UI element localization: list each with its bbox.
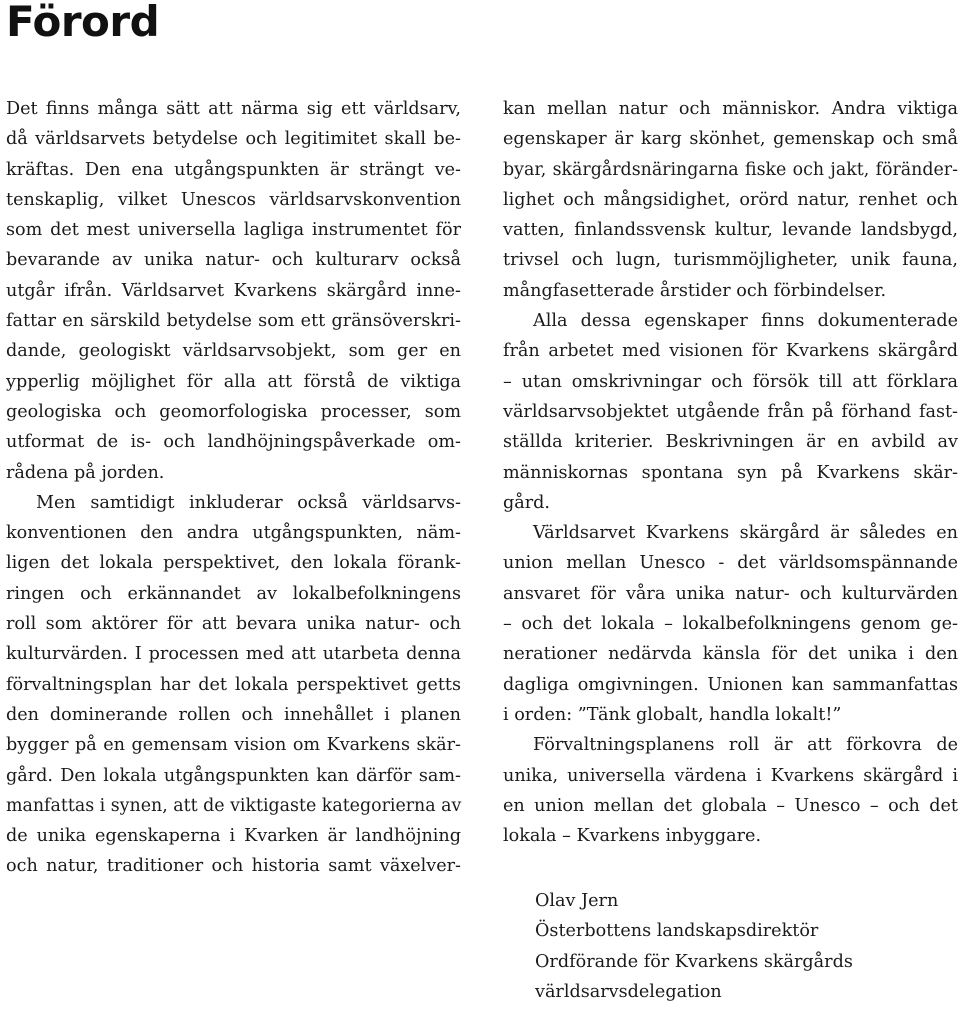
text-line: ställda kriterier. Beskrivningen är en avbild av: [503, 432, 958, 453]
text-line: lokala – Kvarkens inbyggare.: [503, 826, 762, 847]
text-line: dagliga omgivningen. Unionen kan sammanfattas: [503, 674, 958, 695]
signature-role-line-1: Ordförande för Kvarkens skärgårds: [535, 951, 853, 972]
text-line: gård.: [503, 492, 551, 513]
text-line: då världsarvets betydelse och legitimitet skall be-: [6, 129, 461, 150]
text-line: dande, geologiskt världsarvsobjekt, som ger en: [6, 341, 461, 362]
text-line: vatten, finlandssvensk kultur, levande landsbygd,: [503, 220, 958, 241]
text-line: människornas spontana syn på Kvarkens skär-: [503, 462, 958, 483]
text-line: lighet och mångsidighet, orörd natur, renhet och: [503, 189, 958, 210]
text-line: bevarande av unika natur- och kulturarv också: [6, 250, 461, 271]
text-line: egenskaper är karg skönhet, gemenskap och små: [503, 129, 958, 150]
text-line: trivsel och lugn, turismmöjligheter, unik fauna,: [503, 250, 958, 271]
signature-role-line-2: världsarvsdelegation: [535, 981, 722, 1002]
left-text-column: [6, 94, 461, 882]
text-line: Alla dessa egenskaper finns dokumenterade: [533, 311, 958, 332]
text-line: och natur, traditioner och historia samt växelver-: [6, 856, 461, 877]
text-line: manfattas i synen, att de viktigaste kategorierna av: [6, 795, 462, 816]
text-line: förvaltningsplan har det lokala perspektivet getts: [6, 674, 461, 695]
text-line: nerationer nedärvda känsla för det unika i den: [503, 644, 958, 665]
text-line: rådena på jorden.: [6, 462, 165, 483]
text-line: gård. Den lokala utgångspunkten kan därför sam-: [6, 765, 461, 786]
text-line: bygger på en gemensam vision om Kvarkens skär-: [6, 735, 461, 756]
text-line: Förvaltningsplanens roll är att förkovra de: [533, 735, 958, 756]
text-line: konventionen den andra utgångspunkten, näm-: [6, 523, 461, 544]
text-line: byar, skärgårdsnäringarna fiske och jakt, föränder-: [503, 159, 958, 180]
text-line: kulturvärden. I processen med att utarbeta denna: [6, 644, 461, 665]
signature-title: Österbottens landskapsdirektör: [535, 921, 819, 942]
text-line: mångfasetterade årstider och förbindelser.: [503, 280, 887, 301]
text-line: – och det lokala – lokalbefolkningens genom ge-: [503, 614, 958, 635]
text-line: ansvaret för våra unika natur- och kulturvärden: [503, 583, 958, 604]
signature-block: [535, 886, 955, 1007]
text-line: geologiska och geomorfologiska processer, som: [6, 401, 461, 422]
text-line: Det finns många sätt att närma sig ett världsarv,: [6, 99, 461, 119]
text-line: ligen det lokala perspektivet, den lokala förank-: [6, 553, 461, 574]
page-title: Förord: [6, 0, 160, 46]
text-line: Men samtidigt inkluderar också världsarvs-: [36, 492, 461, 513]
signature-name: Olav Jern: [535, 891, 619, 911]
text-line: – utan omskrivningar och försök till att förklara: [503, 371, 958, 392]
text-line: kräftas. Den ena utgångspunkten är strängt ve-: [6, 159, 461, 180]
text-line: union mellan Unesco - det världsomspännande: [503, 553, 958, 574]
text-line: tenskaplig, vilket Unescos världsarvskonvention: [6, 189, 461, 210]
text-line: från arbetet med visionen för Kvarkens skärgård: [503, 341, 958, 362]
text-line: kan mellan natur och människor. Andra viktiga: [503, 99, 958, 119]
text-line: utformat de is- och landhöjningspåverkade om-: [6, 432, 461, 453]
text-line: roll som aktörer för att bevara unika natur- och: [6, 614, 461, 635]
text-line: den dominerande rollen och innehållet i planen: [6, 704, 461, 725]
text-line: ringen och erkännandet av lokalbefolkningens: [6, 583, 461, 604]
text-line: Världsarvet Kvarkens skärgård är således en: [533, 523, 958, 544]
text-line: fattar en särskild betydelse som ett gränsöverskri-: [6, 311, 461, 332]
text-line: i orden: ”Tänk globalt, handla lokalt!”: [503, 704, 842, 725]
text-line: en union mellan det globala – Unesco – och det: [503, 795, 958, 816]
right-text-column: [503, 94, 958, 851]
text-line: de unika egenskaperna i Kvarken är landhöjning: [6, 826, 461, 847]
text-line: ypperlig möjlighet för alla att förstå de viktiga: [6, 371, 461, 392]
text-line: unika, universella värdena i Kvarkens skärgård i: [503, 765, 958, 786]
text-line: som det mest universella lagliga instrumentet för: [6, 220, 461, 241]
text-line: världsarvsobjektet utgående från på förhand fast-: [503, 401, 958, 422]
text-line: utgår ifrån. Världsarvet Kvarkens skärgård inne-: [6, 280, 461, 301]
